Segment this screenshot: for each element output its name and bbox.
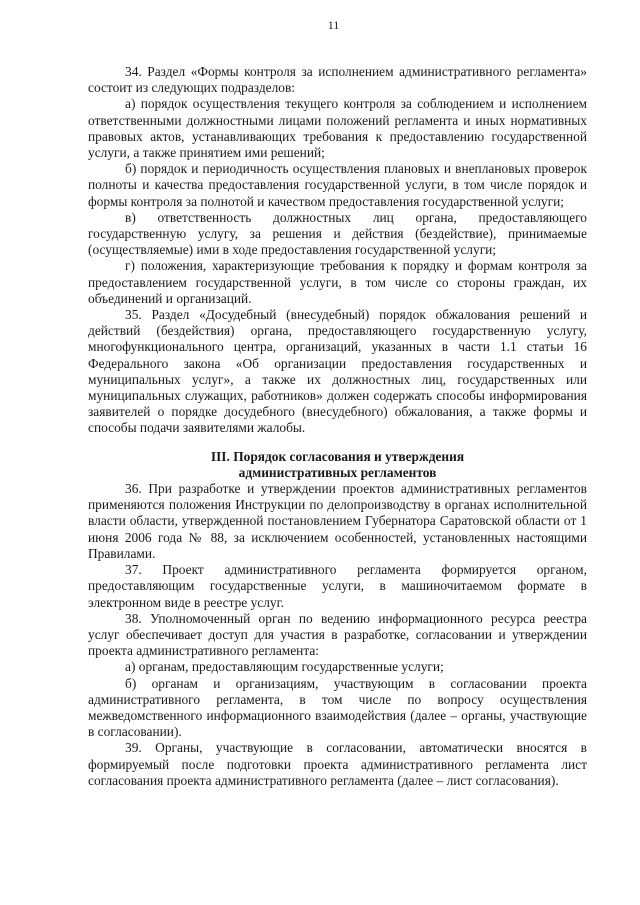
document-page — [88, 0, 587, 789]
paragraph-34-v: в) ответственность должностных лиц органа, предоставляющего государственную услугу, за решения и действия (бездействие), принимаемые (осуществляемые) ими в ходе предоставления государственной услуги; — [88, 209, 587, 258]
paragraph-37: 37. Проект административного регламента формируется органом, предоставляющим государственные услуги, в машиночитаемом формате в электронном виде в реестре услуг. — [88, 562, 587, 610]
paragraph-38-a: а) органам, предоставляющим государственные услуги; — [125, 659, 444, 675]
section-heading-line-1: III. Порядок согласования и утверждения — [210, 448, 465, 464]
page-number: 11 — [327, 18, 340, 32]
paragraph-38: 38. Уполномоченный орган по ведению информационного ресурса реестра услуг обеспечивает доступ для участия в разработке, согласовании и утверждении проекта административного регламента: — [88, 610, 587, 659]
document-body — [88, 64, 587, 789]
section-heading-line-2: административных регламентов — [238, 464, 437, 480]
paragraph-34: 34. Раздел «Формы контроля за исполнением административного регламента» состоит из следующих подразделов: — [88, 64, 587, 96]
paragraph-34-a: а) порядок осуществления текущего контроля за соблюдением и исполнением ответственными должностными лицами положений регламента и иных нормативных правовых актов, устанавливающих требования к предоставлению государственной услуги, а также принятием ими решений; — [88, 96, 587, 161]
paragraph-36: 36. При разработке и утверждении проектов административных регламентов применяются положения Инструкции по делопроизводству в органах исполнительной власти области, утвержденной постановлением Губернатора Саратовской области от 1 июня 2006 года № 88, за исключением особенностей, установленных настоящими Правилами. — [88, 481, 587, 561]
section-heading — [88, 449, 587, 481]
paragraph-38-b: б) органам и организациям, участвующим в согласовании проекта административного регламента, в том числе по вопросу осуществления межведомственного информационного взаимодействия (далее – органы, участвующие в согласовании). — [88, 675, 587, 740]
paragraph-34-b: б) порядок и периодичность осуществления плановых и внеплановых проверок полноты и качества предоставления государственной услуги, в том числе порядок и формы контроля за полнотой и качеством предоставления государственной услуги; — [88, 161, 587, 209]
paragraph-39: 39. Органы, участвующие в согласовании, автоматически вносятся в формируемый после подготовки проекта административного регламента лист согласования проекта административного регламента (далее – лист согласования). — [88, 740, 587, 788]
paragraph-35: 35. Раздел «Досудебный (внесудебный) порядок обжалования решений и действий (бездействия) органа, предоставляющего государственную услугу, многофункционального центра, организаций, указанных в части 1.1 статьи 16 Федерального закона «Об организации предоставления государственных и муниципальных услуг», а также их должностных лиц, государственных или муниципальных служащих, работников» должен содержать способы информирования заявителей о порядке досудебного (внесудебного) обжалования, а также формы и способы подачи заявителями жалобы. — [88, 307, 587, 436]
paragraph-34-g: г) положения, характеризующие требования к порядку и формам контроля за предоставлением государственной услуги, в том числе со стороны граждан, их объединений и организаций. — [88, 258, 587, 306]
